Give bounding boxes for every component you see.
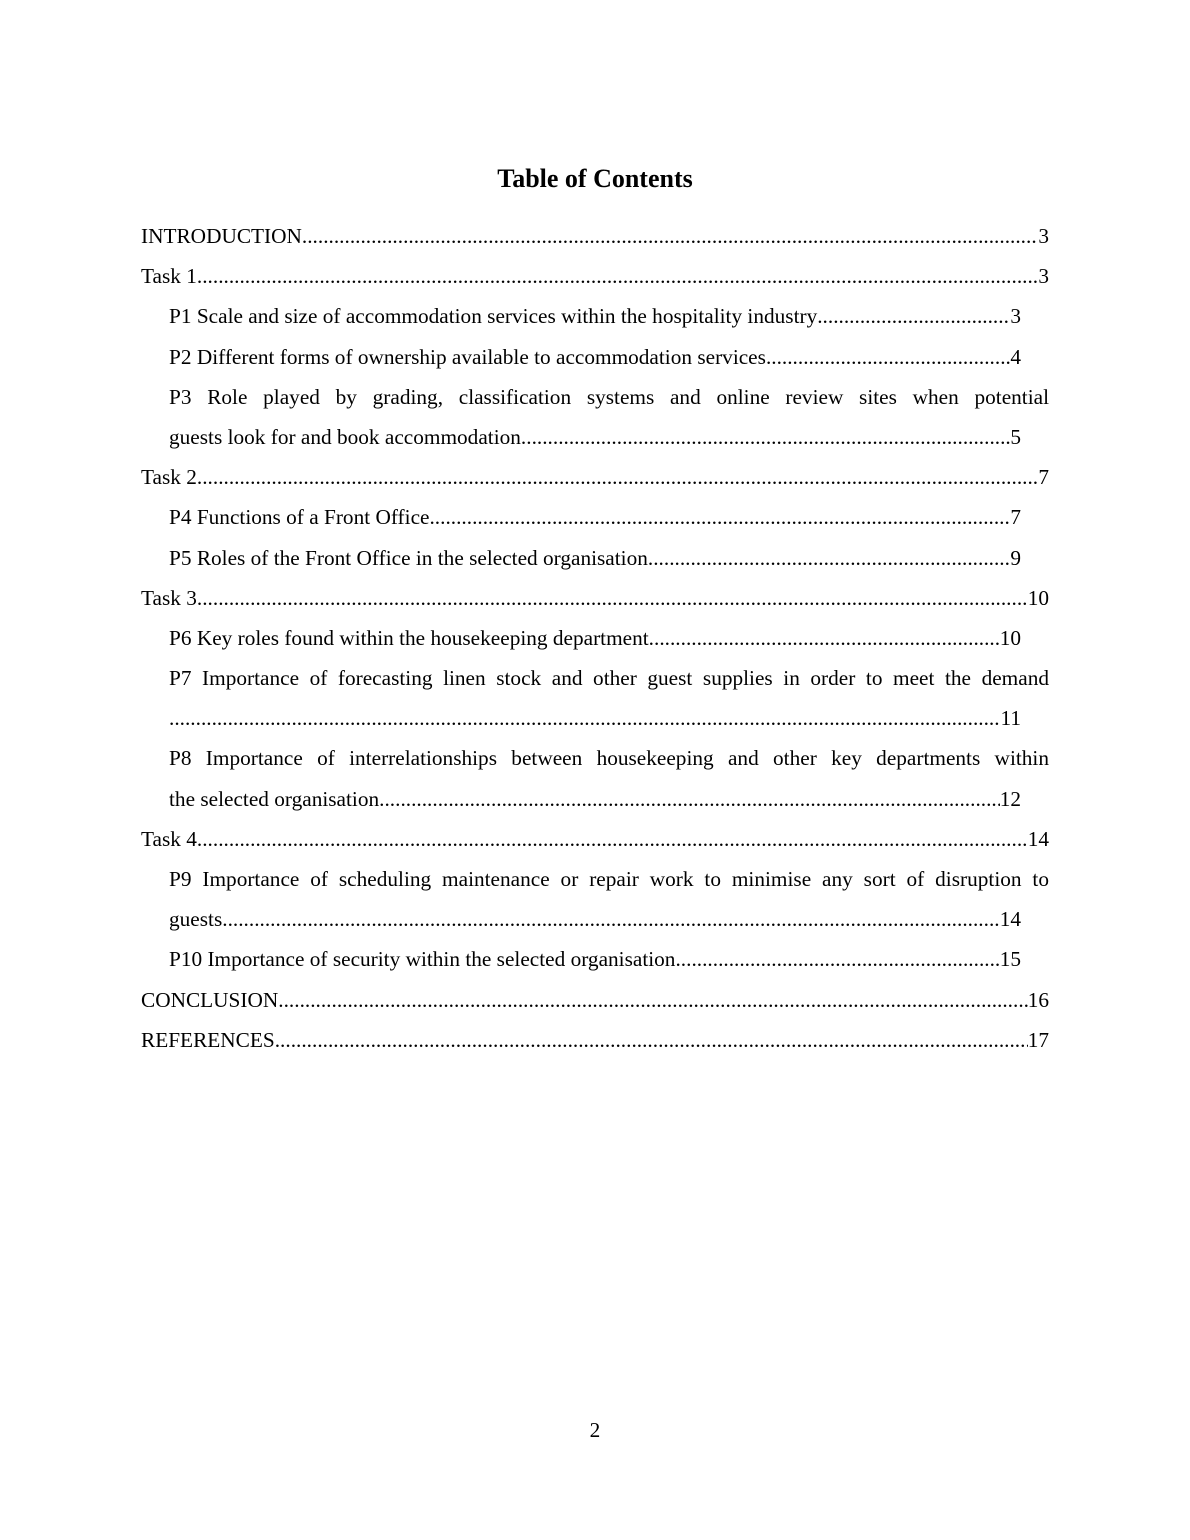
toc-entry-p6[interactable] [141, 618, 1049, 658]
toc-entry-text: P2 Different forms of ownership available to accommodation services [169, 344, 766, 369]
toc-entry-page: 9 [1010, 545, 1021, 570]
toc-entry-page: 12 [999, 786, 1021, 811]
toc-entry-text: Task 2 [141, 465, 197, 490]
toc-entry-references[interactable] [141, 1020, 1049, 1060]
dot-leader [197, 457, 1038, 497]
toc-entry-page: 15 [999, 947, 1021, 972]
toc-entry-p4[interactable] [141, 497, 1049, 537]
toc-entry-task-4[interactable] [141, 819, 1049, 859]
dot-leader [302, 216, 1038, 256]
toc-entry-p7[interactable] [141, 658, 1049, 738]
toc-entry-p2[interactable] [141, 337, 1049, 377]
table-of-contents [141, 216, 1049, 1060]
toc-entry-page: 11 [1000, 706, 1021, 731]
toc-entry-text-line2: the selected organisation [169, 786, 380, 811]
toc-entry-text-line1: P9 Importance of scheduling maintenance or repair work to minimise any sort of disruption to [169, 867, 1049, 891]
toc-entry-page: 3 [1038, 264, 1049, 289]
dot-leader [197, 256, 1038, 296]
dot-leader [197, 819, 1028, 859]
toc-entry-text: Task 3 [141, 585, 197, 610]
toc-entry-page: 14 [999, 907, 1021, 932]
toc-entry-task-1[interactable] [141, 256, 1049, 296]
dot-leader [675, 939, 999, 979]
dot-leader [169, 698, 1000, 738]
dot-leader [278, 980, 1027, 1020]
toc-entry-task-2[interactable] [141, 457, 1049, 497]
toc-entry-text-line1: P7 Importance of forecasting linen stock and other guest supplies in order to meet the demand [169, 666, 1049, 691]
dot-leader [275, 1020, 1028, 1060]
toc-entry-text-line1: P3 Role played by grading, classification systems and online review sites when potential [169, 384, 1049, 409]
toc-entry-text: P5 Roles of the Front Office in the selected organisation [169, 545, 648, 570]
toc-entry-page: 10 [1027, 585, 1049, 610]
toc-entry-text: INTRODUCTION [141, 224, 302, 248]
toc-entry-conclusion[interactable] [141, 980, 1049, 1020]
toc-entry-text: P1 Scale and size of accommodation services within the hospitality industry [169, 304, 818, 329]
toc-entry-page: 10 [999, 625, 1021, 650]
toc-entry-text: P10 Importance of security within the selected organisation [169, 947, 676, 972]
toc-entry-p9[interactable] [141, 859, 1049, 939]
toc-entry-text-line2: guests [169, 907, 223, 932]
page-number: 2 [589, 1418, 601, 1442]
toc-entry-page: 5 [1010, 424, 1021, 449]
toc-entry-text: P4 Functions of a Front Office [169, 505, 430, 530]
toc-entry-p10[interactable] [141, 939, 1049, 979]
dot-leader [817, 296, 1010, 336]
toc-entry-text: Task 1 [141, 264, 197, 289]
dot-leader [222, 899, 999, 939]
toc-entry-page: 17 [1027, 1027, 1049, 1052]
toc-entry-text-line1: P8 Importance of interrelationships between housekeeping and other key departments within [169, 746, 1049, 771]
toc-entry-page: 3 [1010, 304, 1021, 329]
toc-entry-introduction[interactable] [141, 216, 1049, 256]
dot-leader [766, 337, 1010, 377]
toc-entry-text: P6 Key roles found within the housekeeping department [169, 625, 649, 650]
toc-entry-p5[interactable] [141, 538, 1049, 578]
toc-title: Table of Contents [497, 164, 693, 193]
toc-entry-page: 16 [1027, 987, 1049, 1012]
toc-entry-text: Task 4 [141, 826, 197, 851]
dot-leader [379, 779, 1000, 819]
toc-entry-text: CONCLUSION [141, 987, 279, 1012]
toc-entry-p8[interactable] [141, 738, 1049, 818]
dot-leader [521, 417, 1010, 457]
toc-entry-text: REFERENCES [141, 1027, 275, 1052]
dot-leader [197, 578, 1028, 618]
toc-entry-page: 3 [1038, 224, 1049, 248]
toc-entry-task-3[interactable] [141, 578, 1049, 618]
toc-entry-text-line2: guests look for and book accommodation [169, 424, 521, 449]
dot-leader [649, 618, 1000, 658]
toc-entry-p1[interactable] [141, 296, 1049, 336]
dot-leader [648, 538, 1010, 578]
toc-entry-page: 4 [1010, 344, 1021, 369]
toc-entry-page: 7 [1038, 465, 1049, 490]
dot-leader [429, 497, 1010, 537]
toc-entry-page: 14 [1027, 826, 1049, 851]
toc-entry-page: 7 [1010, 505, 1021, 530]
toc-entry-p3[interactable] [141, 377, 1049, 457]
